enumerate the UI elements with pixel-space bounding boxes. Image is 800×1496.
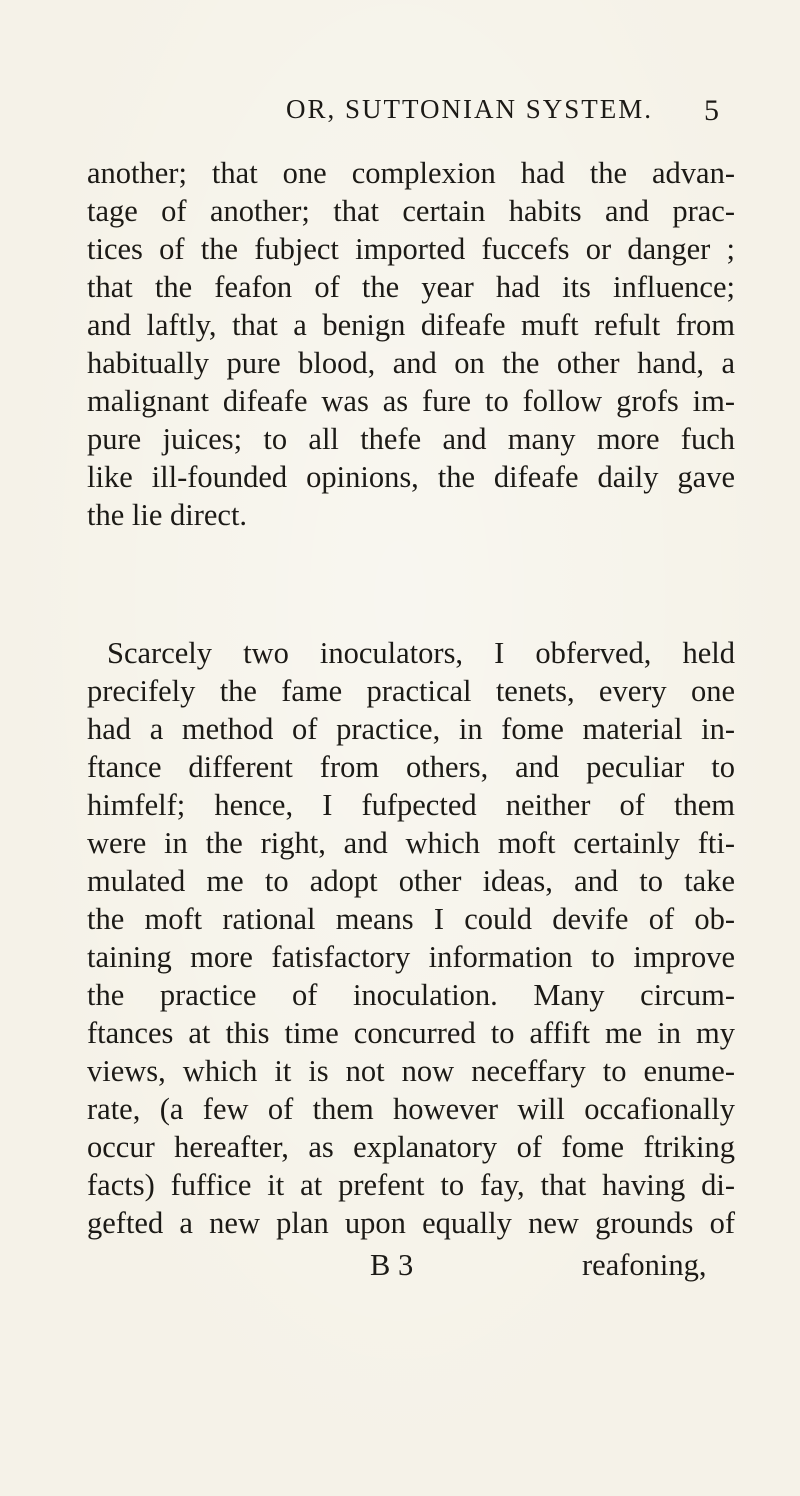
text-line: precifely the fame practical tenets, every one [87, 674, 735, 708]
text-line: habitually pure blood, and on the other hand, a [87, 346, 735, 380]
text-line: and laftly, that a benign difeafe muft refult from [87, 308, 735, 342]
paragraph-1 [87, 154, 735, 534]
page-footer [0, 1248, 800, 1288]
text-line: himfelf; hence, I fufpected neither of them [87, 788, 735, 822]
text-line: the practice of inoculation. Many circum- [87, 978, 735, 1012]
text-line: tices of the fubject imported fuccefs or danger ; [87, 232, 735, 266]
catchword: reafoning, [582, 1248, 707, 1282]
text-line: that the feafon of the year had its influence; [87, 270, 735, 304]
text-line: the lie direct. [87, 498, 248, 532]
text-line: facts) fuffice it at prefent to fay, that having di- [87, 1168, 735, 1202]
text-line: had a method of practice, in fome material in- [87, 712, 735, 746]
page-header [0, 94, 800, 134]
text-line: pure juices; to all thefe and many more fuch [87, 422, 735, 456]
text-line: ftance different from others, and peculiar to [87, 750, 735, 784]
signature-mark: B 3 [370, 1248, 414, 1282]
text-line: rate, (a few of them however will occafionally [87, 1092, 735, 1126]
text-line: another; that one complexion had the advan- [87, 156, 735, 190]
text-line: were in the right, and which moft certainly fti- [87, 826, 735, 860]
text-line: malignant difeafe was as fure to follow grofs im- [87, 384, 735, 418]
running-head: OR, SUTTONIAN SYSTEM. [286, 94, 654, 124]
text-line: the moft rational means I could devife of ob- [87, 902, 735, 936]
text-line: like ill-founded opinions, the difeafe daily gave [87, 460, 735, 494]
text-line: ftances at this time concurred to affift me in my [87, 1016, 735, 1050]
text-line: Scarcely two inoculators, I obferved, held [107, 636, 735, 670]
text-line: taining more fatisfactory information to improve [87, 940, 735, 974]
text-line: tage of another; that certain habits and prac- [87, 194, 735, 228]
text-line: gefted a new plan upon equally new grounds of [87, 1206, 735, 1240]
text-line: views, which it is not now neceffary to enume- [87, 1054, 735, 1088]
text-line: mulated me to adopt other ideas, and to take [87, 864, 735, 898]
paragraph-2 [87, 634, 735, 1242]
text-line: occur hereafter, as explanatory of fome ftriking [87, 1130, 735, 1164]
page-number: 5 [704, 94, 719, 127]
